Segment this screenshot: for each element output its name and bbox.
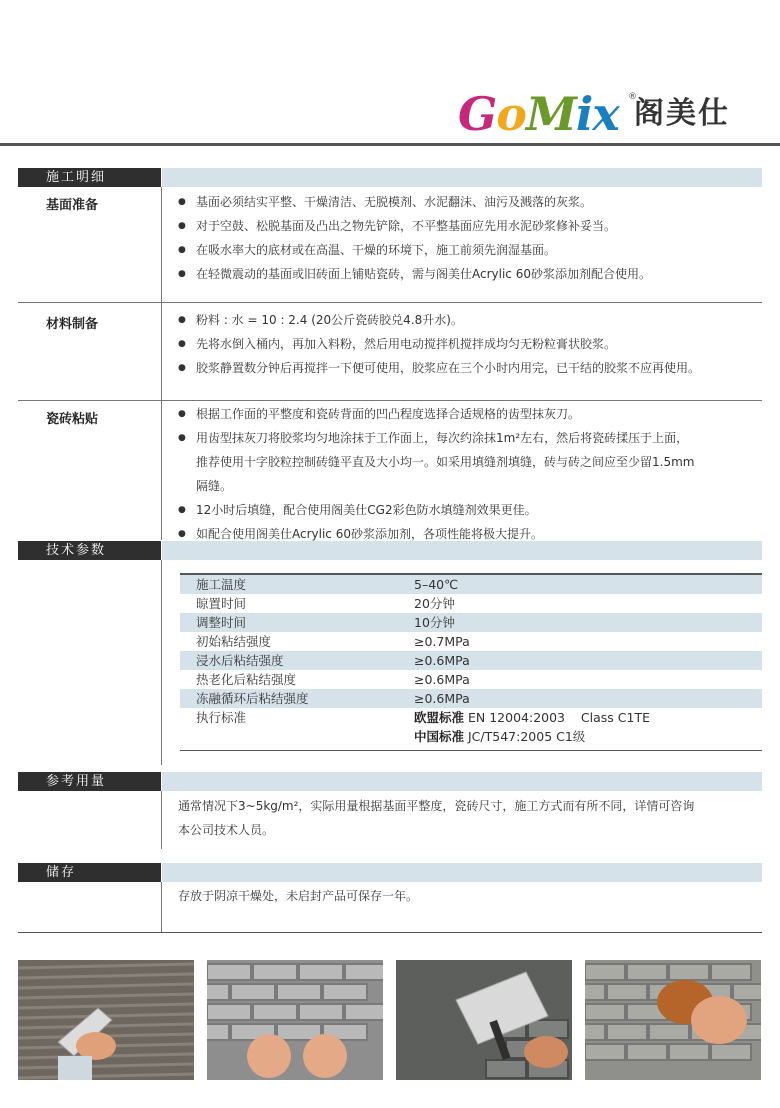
usage-line: 通常情况下3~5kg/m²，实际用量根据基面平整度，瓷砖尺寸，施工方式而有所不同，详情可咨询 <box>178 799 695 813</box>
standard-value: EN 12004:2003 Class C1TE <box>468 710 650 725</box>
list-item: ● 先将水倒入桶内，再加入料粉，然后用电动搅拌机搅拌成均匀无粉粒膏状胶浆。 <box>178 332 758 356</box>
usage-text <box>178 794 758 842</box>
table-row <box>180 632 762 651</box>
subsection-title-substrate: 基面准备 <box>46 198 99 213</box>
list-item: ● 对于空鼓、松脱基面及凸出之物先铲除，不平整基面应先用水泥砂浆修补妥当。 <box>178 214 758 238</box>
param-value: 5–40℃ <box>414 577 459 592</box>
logo-latin: GoMix <box>458 87 619 141</box>
standard-value: JC/T547:2005 C1级 <box>468 729 586 744</box>
brand-logo <box>458 86 764 142</box>
list-item: ● 用齿型抹灰刀将胶浆均匀地涂抹于工作面上，每次约涂抹1m²左右，然后将瓷砖揉压于上面， <box>178 426 758 450</box>
standard-label: 中国标准 <box>414 729 465 744</box>
standard-label: 欧盟标准 <box>414 710 465 725</box>
divider-vertical <box>161 303 162 400</box>
logo-chinese-name: 阁美仕 <box>634 96 730 131</box>
divider-vertical <box>161 401 162 540</box>
table-row <box>180 594 762 613</box>
param-value: 10分钟 <box>414 615 455 630</box>
params-table <box>180 573 762 751</box>
registered-mark: ® <box>628 92 637 102</box>
section-header-construction: 施工明细 <box>18 168 161 187</box>
section-band-tech <box>162 541 762 560</box>
param-name: 热老化后粘结强度 <box>196 672 297 687</box>
table-row <box>180 575 762 594</box>
storage-text: 存放于阴凉干燥处，未启封产品可保存一年。 <box>178 889 419 903</box>
divider-vertical <box>161 791 162 849</box>
section-header-usage: 参考用量 <box>18 772 161 791</box>
table-row <box>180 708 762 748</box>
substrate-list <box>178 190 758 286</box>
table-row <box>180 613 762 632</box>
mixing-list <box>178 308 758 380</box>
divider-horizontal <box>18 400 762 401</box>
section-header-tech: 技术参数 <box>18 541 161 560</box>
subsection-title-mixing: 材料制备 <box>46 317 99 332</box>
table-row <box>180 670 762 689</box>
param-name: 晾置时间 <box>196 596 247 611</box>
list-item: ● 在轻微震动的基面或旧砖面上铺贴瓷砖，需与阁美仕Acrylic 60砂浆添加剂配合使用。 <box>178 262 758 286</box>
param-name: 冻融循环后粘结强度 <box>196 691 309 706</box>
top-rule <box>0 143 780 146</box>
param-value: ≥0.6MPa <box>414 691 470 706</box>
subsection-title-tiling: 瓷砖粘贴 <box>46 412 99 427</box>
param-value: 20分钟 <box>414 596 455 611</box>
list-item: ● 12小时后填缝，配合使用阁美仕CG2彩色防水填缝剂效果更佳。 <box>178 498 758 522</box>
param-value <box>414 708 762 748</box>
list-item-continuation: 隔缝。 <box>196 479 233 493</box>
table-row <box>180 651 762 670</box>
param-name: 调整时间 <box>196 615 247 630</box>
divider-vertical <box>161 882 162 932</box>
table-row <box>180 689 762 708</box>
param-value: ≥0.6MPa <box>414 653 470 668</box>
tiling-list <box>178 402 758 546</box>
photo-tile-pressing <box>207 960 383 1080</box>
param-name: 浸水后粘结强度 <box>196 653 284 668</box>
list-item: ● 如配合使用阁美仕Acrylic 60砂浆添加剂，各项性能将极大提升。 <box>178 522 758 546</box>
section-band-usage <box>162 772 762 791</box>
param-value: ≥0.6MPa <box>414 672 470 687</box>
list-item: ● 根据工作面的平整度和瓷砖背面的凹凸程度选择合适规格的齿型抹灰刀。 <box>178 402 758 426</box>
param-name: 施工温度 <box>196 577 247 592</box>
section-band-storage <box>162 863 762 882</box>
param-value: ≥0.7MPa <box>414 634 470 649</box>
param-name: 执行标准 <box>196 710 247 725</box>
section-band-construction <box>162 168 762 187</box>
list-item: ● 胶浆静置数分钟后再搅拌一下便可使用，胶浆应在三个小时内用完，已干结的胶浆不应再使用。 <box>178 356 758 380</box>
bottom-rule <box>18 932 762 933</box>
list-item: ● 基面必须结实平整、干燥清洁、无脱模剂、水泥翻沫、油污及溅落的灰浆。 <box>178 190 758 214</box>
photo-trowel-on-tiles <box>396 960 572 1080</box>
photo-sponge-cleaning <box>585 960 761 1080</box>
param-name: 初始粘结强度 <box>196 634 272 649</box>
section-header-storage: 储存 <box>18 863 161 882</box>
divider-vertical <box>161 187 162 302</box>
divider-horizontal <box>18 302 762 303</box>
divider-vertical <box>161 560 162 765</box>
photo-trowel-spreading <box>18 960 194 1080</box>
list-item: ● 粉料 : 水 = 10 : 2.4 (20公斤瓷砖胶兑4.8升水)。 <box>178 308 758 332</box>
list-item: ● 在吸水率大的底材或在高温、干燥的环境下，施工前须先润湿基面。 <box>178 238 758 262</box>
usage-line: 本公司技术人员。 <box>178 823 275 837</box>
list-item-continuation: 推荐使用十字胶粒控制砖缝平直及大小均一。如采用填缝剂填缝，砖与砖之间应至少留1.5mm <box>196 455 695 469</box>
